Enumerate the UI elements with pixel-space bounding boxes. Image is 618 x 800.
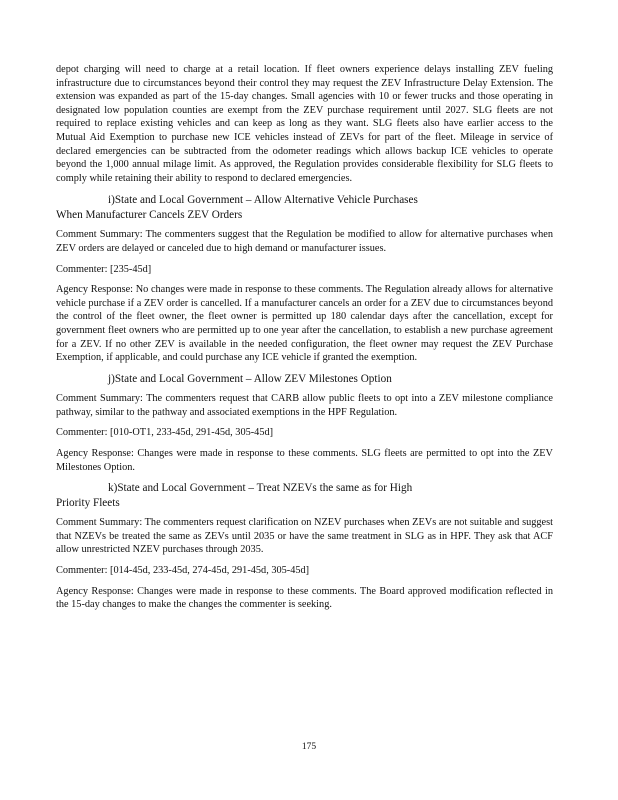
- section-heading-j-line1: j)State and Local Government – Allow ZEV Milestones Option: [108, 372, 392, 385]
- commenter-k: Commenter: [014-45d, 233-45d, 274-45d, 291-45d, 305-45d]: [56, 564, 310, 576]
- section-heading-k: [56, 481, 553, 510]
- agency-response-k: Agency Response: Changes were made in response to these comments. The Board approved modification reflected in the 15-day changes to make the changes the commenter is seeking.: [56, 585, 553, 611]
- section-heading-j: [56, 372, 553, 387]
- page-number: 175: [301, 742, 317, 752]
- agency-response-j: Agency Response: Changes were made in response to these comments. SLG fleets are permitted to opt into the ZEV Milestones Option.: [56, 447, 553, 473]
- section-heading-k-line2: Priority Fleets: [56, 496, 120, 509]
- commenter-j: Commenter: [010-OT1, 233-45d, 291-45d, 305-45d]: [56, 427, 274, 439]
- comment-summary-k: Comment Summary: The commenters request clarification on NZEV purchases when ZEVs are not suitable and suggest that NZEVs be treated the same as ZEVs until 2035 or have the same treatment in SLG as in HPF. They ask that ACF allow unrestricted NZEV purchases through 2035.: [56, 517, 553, 556]
- section-heading-i: [56, 193, 553, 222]
- comment-summary-i: Comment Summary: The commenters suggest that the Regulation be modified to allow for alternative purchases when ZEV orders are delayed or canceled due to high demand or manufacturer issues.: [56, 229, 553, 254]
- document-page: [56, 63, 553, 619]
- intro-paragraph: depot charging will need to charge at a retail location. If fleet owners experience delays installing ZEV fueling infrastructure due to circumstances beyond their control they may request the ZEV Infrastructure Delay Extension. The extension was expanded as part of the 15-day changes. Small agencies with 10 or fewer trucks and those operating in designated low population counties are exempt from the ZEV purchase requirement until 2027. SLG fleets are not required to replace existing vehicles and can keep as long as they want. SLG fleets also have earlier access to the Mutual Aid Exemption to purchase new ICE vehicles instead of ZEVs for part of the fleet. Mileage in service of declared emergencies can be subtracted from the odometer readings which allows backup ICE vehicles to operate beyond the 1,000 annual milage limit. As approved, the Regulation provides considerable flexibility for SLG fleets to comply while retaining their ability to respond to declared emergencies.: [56, 64, 553, 184]
- section-heading-i-line1: i)State and Local Government – Allow Alternative Vehicle Purchases: [108, 194, 418, 207]
- agency-response-i: Agency Response: No changes were made in response to these comments. The Regulation already allows for alternative vehicle purchase if a ZEV order is cancelled. If a manufacturer cancels an order for a ZEV due to circumstances beyond the control of the fleet owner, the fleet owner is permitted up 180 calendar days after the cancellation, except for government fleet owners who are permitted up to one year after the cancellation, to establish a new purchase agreement for a ZEV. If no other ZEV is available in the needed configuration, the fleet owner may request the ZEV Purchase Exemption, if applicable, and could purchase any ICE vehicle if granted the exemption.: [56, 284, 553, 364]
- section-heading-i-line2: When Manufacturer Cancels ZEV Orders: [56, 208, 243, 221]
- commenter-i: Commenter: [235-45d]: [56, 263, 152, 275]
- comment-summary-j: Comment Summary: The commenters request that CARB allow public fleets to opt into a ZEV milestone compliance pathway, similar to the pathway and associated exemptions in the HPF Regulation.: [56, 393, 553, 418]
- section-heading-k-line1: k)State and Local Government – Treat NZEVs the same as for High: [108, 482, 413, 495]
